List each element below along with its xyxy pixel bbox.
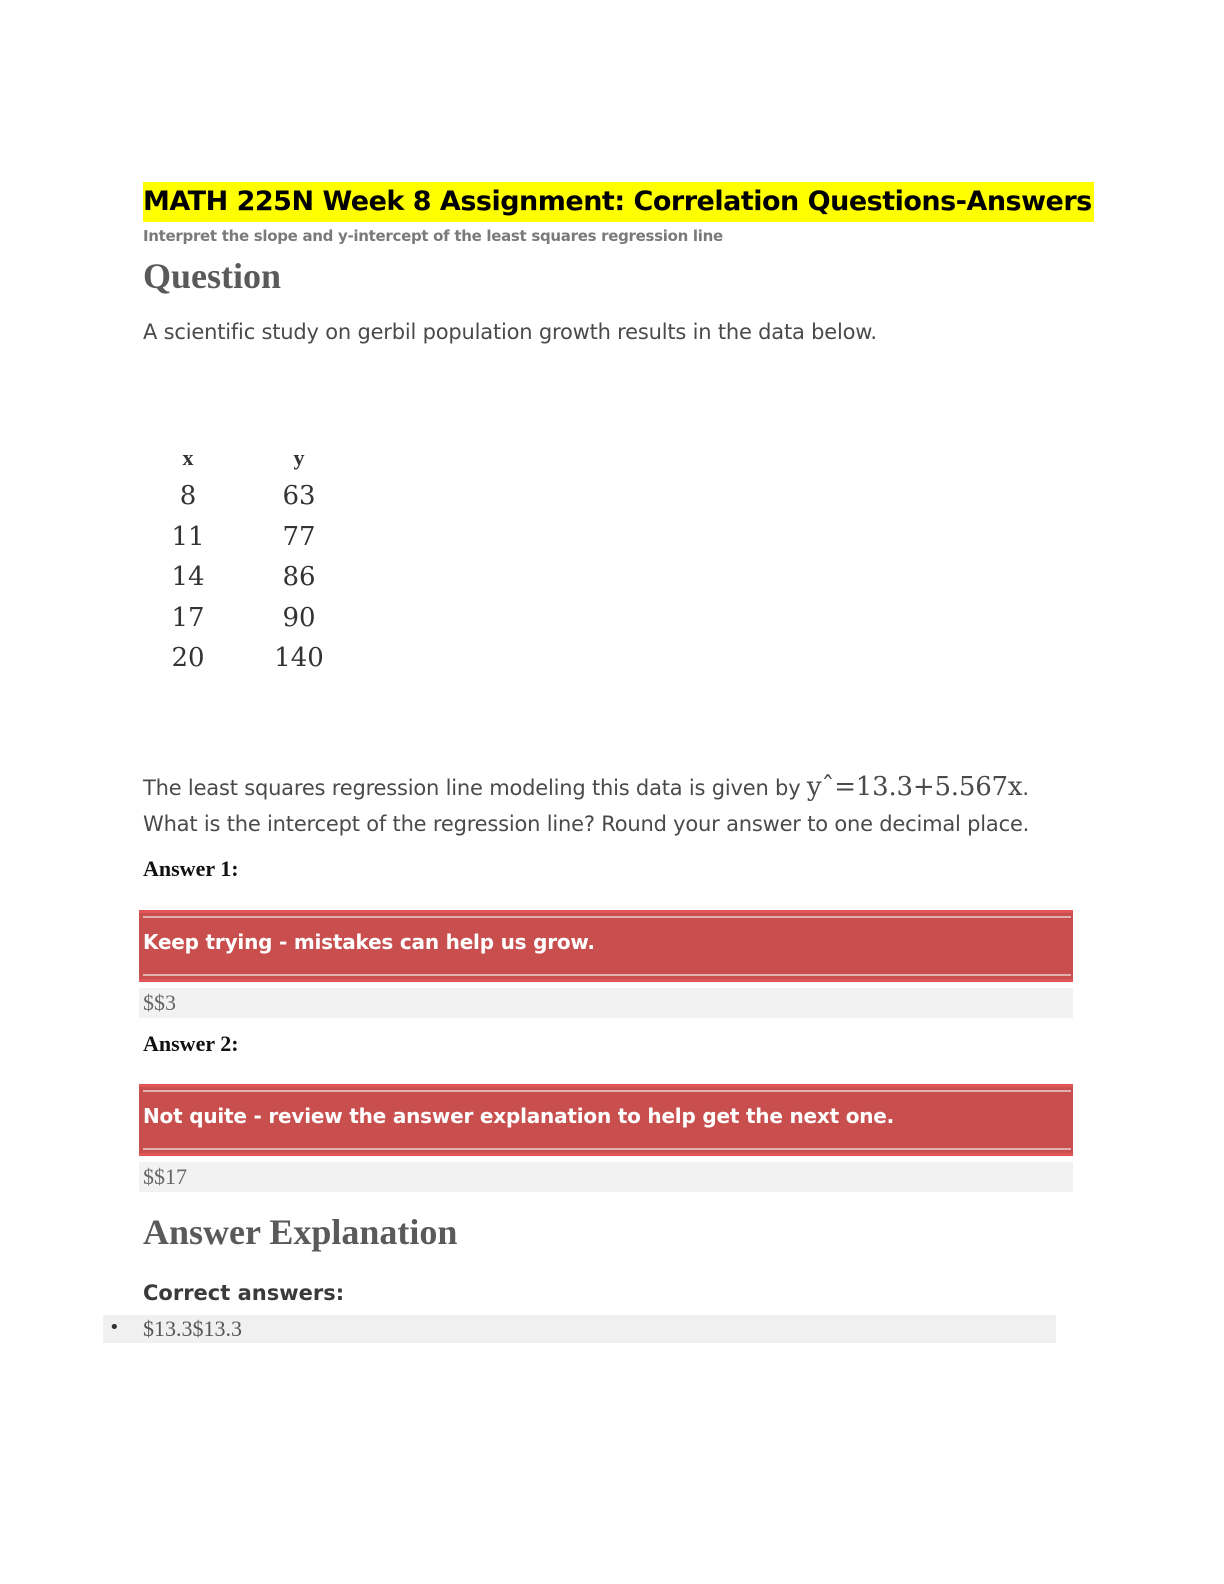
table-cell-y: 77 [282, 521, 316, 552]
table-header-y: y [293, 445, 305, 470]
answer-2-feedback-text: Not quite - review the answer explanation to help get the next one. [143, 1104, 895, 1128]
table-row [160, 517, 327, 558]
bullet-icon: • [109, 1317, 120, 1338]
correct-answer-item [103, 1315, 1056, 1343]
answer-2-value: $$17 [143, 1164, 187, 1189]
answer-2-value-box [139, 1162, 1073, 1192]
feedback-rule [143, 974, 1071, 976]
regression-equation: yˆ=13.3+5.567x [806, 772, 1023, 802]
table-header-row [160, 440, 327, 476]
feedback-rule [143, 1148, 1071, 1150]
explanation-heading: Answer Explanation [143, 1212, 458, 1252]
table-row [160, 476, 327, 517]
answer-2-feedback [139, 1084, 1073, 1156]
table-row [160, 598, 327, 639]
table-cell-x: 17 [171, 602, 205, 633]
table-cell-x: 14 [171, 562, 205, 593]
table-header-x: x [182, 445, 194, 470]
answer-1-feedback [139, 910, 1073, 982]
feedback-rule [143, 1090, 1071, 1092]
table-cell-y: 63 [282, 481, 316, 512]
table-cell-y: 86 [282, 562, 316, 593]
feedback-rule [143, 916, 1071, 918]
table-cell-x: 20 [171, 643, 205, 674]
document-title: MATH 225N Week 8 Assignment: Correlation Questions-Answers [143, 182, 1094, 222]
table-cell-y: 90 [282, 602, 316, 633]
answer-1-value: $$3 [143, 990, 176, 1015]
correct-answers-label: Correct answers: [143, 1281, 345, 1305]
answer-2-label: Answer 2: [143, 1031, 239, 1056]
regression-period: . [1022, 776, 1029, 800]
question-heading: Question [143, 256, 282, 296]
question-text: What is the intercept of the regression line? Round your answer to one decimal place. [143, 812, 1030, 836]
regression-statement [143, 772, 1029, 802]
document-subtitle: Interpret the slope and y-intercept of the least squares regression line [143, 227, 723, 245]
data-table [160, 440, 327, 679]
answer-1-value-box [139, 988, 1073, 1018]
regression-text: The least squares regression line modeling this data is given by [143, 776, 801, 800]
table-cell-x: 11 [171, 521, 205, 552]
table-cell-y: 140 [274, 643, 324, 674]
table-row [160, 557, 327, 598]
table-row [160, 638, 327, 679]
question-intro: A scientific study on gerbil population growth results in the data below. [143, 320, 877, 344]
correct-answer-value: $13.3$13.3 [143, 1316, 242, 1341]
table-cell-x: 8 [179, 481, 197, 512]
answer-1-label: Answer 1: [143, 856, 239, 881]
answer-1-feedback-text: Keep trying - mistakes can help us grow. [143, 930, 595, 954]
